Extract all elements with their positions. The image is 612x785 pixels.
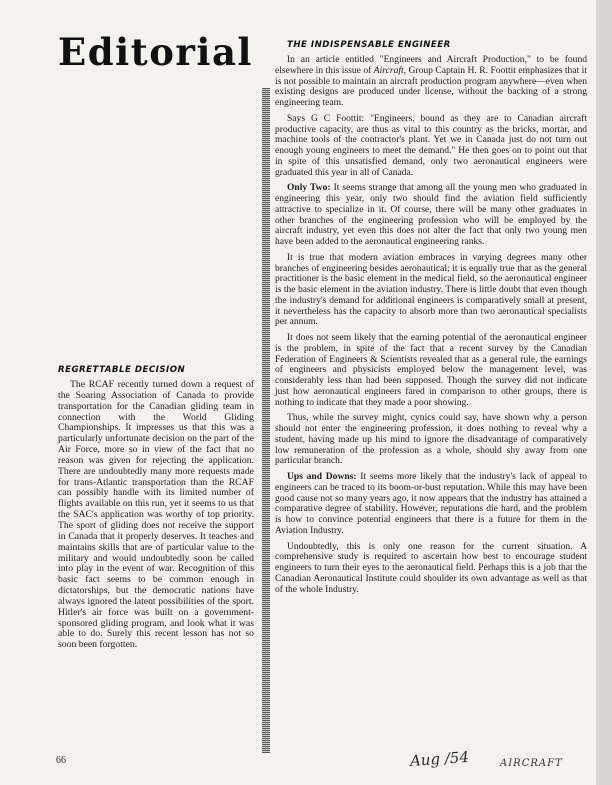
engineer-paragraph-2: Says G C Foottit: "Engineers, bound as they are to Canadian aircraft productive capacity, are thus as vital to this country as the bricks, mortar, and machine tools of the contractor's plant. Yet we in Canada just do not turn out enough young engineers to meet the demand." He then goes on to point out that in spite of this unsatisfied demand, only two aeronautical engineers were graduated this year in all of Canada.	[275, 112, 587, 178]
page-number: 66	[56, 755, 66, 766]
engineer-paragraph-1	[275, 55, 587, 109]
only-two-run-in-head: Only Two:	[287, 182, 331, 194]
indispensable-engineer-heading: THE INDISPENSABLE ENGINEER	[287, 40, 451, 50]
column-divider-rule	[262, 88, 270, 753]
paragraph-3-text: It seems strange that among all the young men who graduated in engineering this year, only two should find the aviation field sufficiently attractive to specialize in it. Of course, there will be many other graduates in other branches of the engineering profession who will be employed by the aircraft industry, yet even this does not alter the fact that only two young men have been added to the aeronautical engineering ranks.	[275, 182, 587, 247]
scan-page-edge	[596, 0, 612, 785]
paragraph-1-text-b: , Group Captain H. R. Foottit emphasizes that it is not possible to maintain an aircraft production program anywhere—even when existing designs are produced under license, without the backing of a strong engineering team.	[275, 64, 587, 108]
engineer-paragraph-8: Undoubtedly, this is only one reason for the current situation. A comprehensive study is required to ascertain how best to encourage student engineers to turn their eyes to the aeronautical field. Perhaps this is a job that the Canadian Aeronautical Institute could shoulder its own advantage as well as that of the whole Industry.	[275, 540, 587, 595]
engineer-paragraph-6: Thus, while the survey might, cynics could say, have shown why a person should not enter the engineering profession, it does nothing to reveal why a student, having made up his mind to ignore the disadvantage of comparatively low remuneration of the profession as a whole, should shy away from one particular branch.	[275, 412, 587, 467]
ups-and-downs-run-in-head: Ups and Downs:	[287, 471, 357, 482]
running-footer-title: AIRCRAFT	[500, 758, 563, 769]
engineer-paragraph-3	[275, 183, 587, 248]
engineer-paragraph-5: It does not seem likely that the earning potential of the aeronautical engineer is the problem, in spite of the fact that a recent survey by the Canadian Federation of Engineers & Scientists revealed that as a general rule, the earnings of engineers and physicists employed below the management level, was considerably less than had been supposed. Though the survey did not indicate just how aeronautical engineers fared in comparison to other groups, there is nothing to indicate that they made a poor showing.	[275, 332, 587, 408]
engineer-paragraph-4: It is true that modern aviation embraces in varying degrees many other branches of engineering besides aeronautical; it is equally true that as the general practitioner is the basic element in the medical field, so the aeronautical engineer is the basic element in the aviation industry. There is little doubt that even though the industry's demand for additional engineers is comparatively small at present, it nevertheless has the capacity to absorb more than two aeronautical specialists per annum.	[275, 251, 587, 328]
right-column	[275, 40, 587, 600]
engineer-paragraph-7	[275, 472, 587, 537]
handwritten-date-annotation: Aug /54	[409, 747, 470, 770]
left-column	[58, 365, 254, 656]
paragraph-7-text: It seems more likely that the industry's lack of appeal to engineers can be traced to its boom-or-bust reputation. While this may have been good cause not so many years ago, it now appears that the industry has attained a comparative degree of stability. However, reputations die hard, and the problem is how to convince potential engineers that there is a future for them in the Aviation Industry.	[275, 471, 587, 536]
regrettable-decision-heading: REGRETTABLE DECISION	[58, 365, 186, 375]
magazine-title-italic: Aircraft	[373, 64, 404, 76]
regrettable-decision-paragraph: The RCAF recently turned down a request of the Soaring Association of Canada to provide transportation for the Canadian gliding team in connection with the World Gliding Championships. It impresses us that this was a particularly unfortunate decision on the part of the Air Force, more so in view of the fact that no reason was given for rejecting the application. There are undoubtedly many more requests made for trans-Atlantic transportation than the RCAF can possibly handle with its limited number of flights available on this run, yet it seems to us that the SAC's application was worthy of top priority. The sport of gliding does not receive the support in Canada that it properly deserves. It teaches and maintains skills that are of particular value to the military and would undoubtedly soon be called into play in the event of war. Recognition of this basic fact seems to be common enough in dictatorships, but the democratic nations have always ignored the latent possibilities of the sport. Hitler's air force was built on a government-sponsored gliding program, and look what it was able to do. Surely this recent lesson has not so soon been forgotten.	[58, 379, 254, 651]
editorial-masthead: Editorial	[58, 30, 253, 74]
paragraph-1-text-a: In an article entitled "Engineers and Aircraft Production," to be found elsewhere in this issue of	[275, 54, 587, 76]
